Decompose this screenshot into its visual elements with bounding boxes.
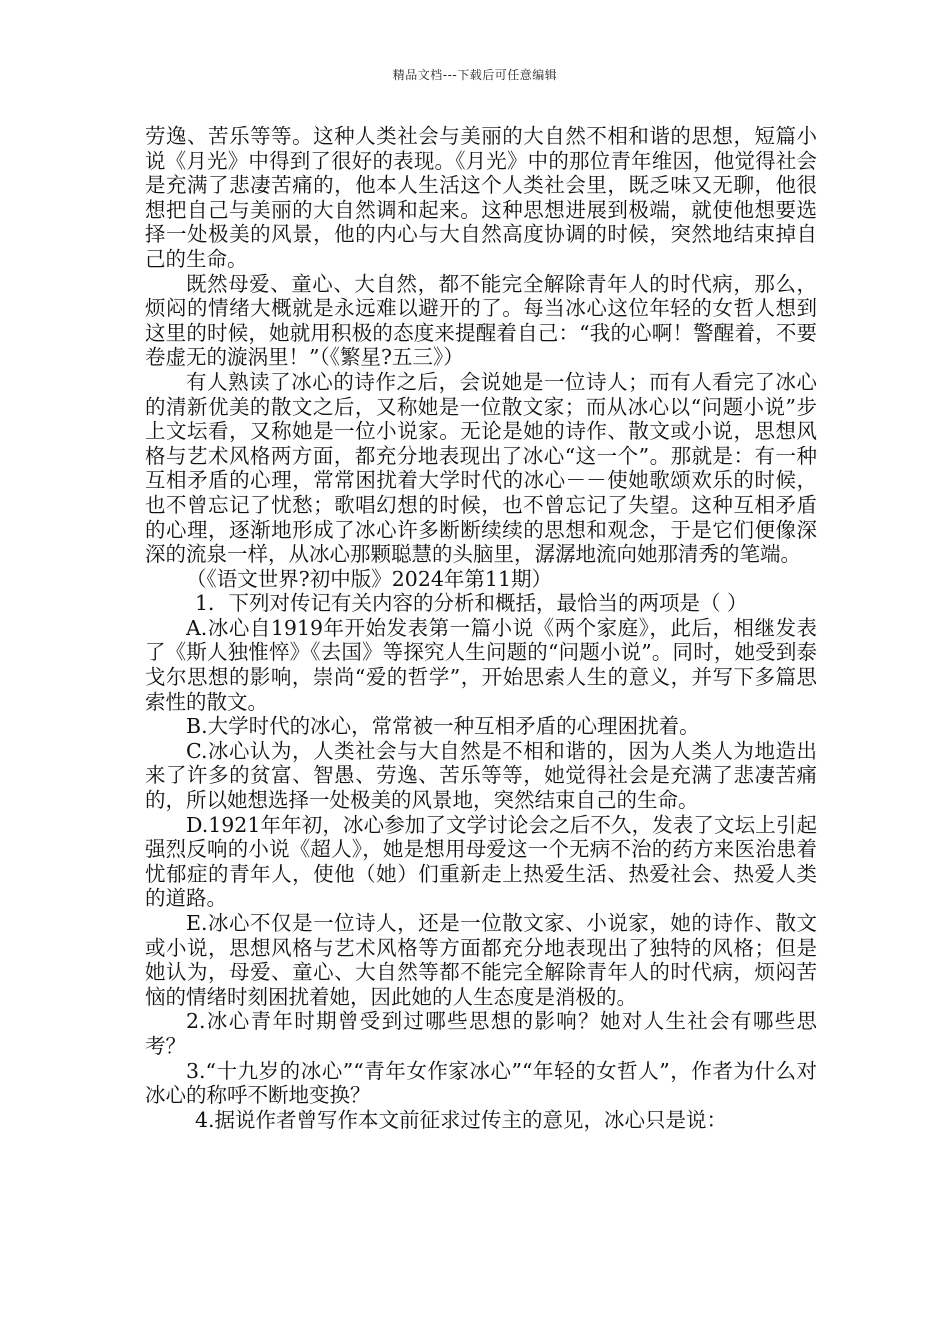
option-c: C.冰心认为，人类社会与大自然是不相和谐的，因为人类人为地造出来了许多的贫富、智愚、劳逸、苦乐等等，她觉得社会是充满了悲凄苦痛的，所以她想选择一处极美的风景地，突然结束自己的生命。 xyxy=(145,738,817,813)
option-a: A.冰心自1919年开始发表第一篇小说《两个家庭》，此后，相继发表了《斯人独惟悴》《去国》等探究人生问题的“问题小说”。同时，她受到泰戈尔思想的影响，崇尚“爱的哲学”，开始思索人生的意义，并写下多篇思索性的散文。 xyxy=(145,615,817,714)
question-4: 4.据说作者曾写作本文前征求过传主的意见，冰心只是说： xyxy=(195,1107,728,1132)
paragraph-contradictory-mind: 有人熟读了冰心的诗作之后，会说她是一位诗人；而有人看完了冰心的清新优美的散文之后，又称她是一位散文家；而从冰心以“问题小说”步上文坛看，又称她是一位小说家。无论是她的诗作、散文或小说，思想风格与艺术风格两方面，都充分地表现出了冰心“这一个”。那就是：有一种互相矛盾的心理，常常困扰着大学时代的冰心－－使她歌颂欢乐的时候，也不曾忘记了忧愁；歌唱幻想的时候，也不曾忘记了失望。这种互相矛盾的心理，逐渐地形成了冰心许多断断续续的思想和观念，于是它们便像深深的流泉一样，从冰心那颗聪慧的头脑里，潺潺地流向她那清秀的笔端。 xyxy=(145,369,817,567)
source-citation: （《语文世界?初中版》2024年第11期） xyxy=(186,566,552,591)
question-3: 3.“十九岁的冰心”“青年女作家冰心”“年轻的女哲人”，作者为什么对冰心的称呼不断地变换？ xyxy=(145,1058,817,1108)
option-b: B.大学时代的冰心，常常被一种互相矛盾的心理困扰着。 xyxy=(186,714,700,739)
page-header: 精品文档---下载后可任意编辑 xyxy=(392,68,558,82)
question-1: 1．下列对传记有关内容的分析和概括，最恰当的两项是（ ） xyxy=(195,591,748,616)
option-d: D.1921年年初，冰心参加了文学讨论会之后不久，发表了文坛上引起强烈反响的小说《超人》，她是想用母爱这一个无病不治的药方来医治患着忧郁症的青年人，使他（她）们重新走上热爱生活、热爱社会、热爱人类的道路。 xyxy=(145,812,817,911)
paragraph-youth-malaise: 既然母爱、童心、大自然，都不能完全解除青年人的时代病，那么，烦闷的情绪大概就是永远难以避开的了。每当冰心这位年轻的女哲人想到这里的时候，她就用积极的态度来提醒着自己：“我的心啊！警醒着，不要卷虚无的漩涡里！”（《繁星?五三》） xyxy=(145,271,817,370)
question-2: 2.冰心青年时期曾受到过哪些思想的影响？她对人生社会有哪些思考？ xyxy=(145,1009,817,1058)
option-e: E.冰心不仅是一位诗人，还是一位散文家、小说家，她的诗作、散文或小说，思想风格与艺术风格等方面都充分地表现出了独特的风格；但是她认为，母爱、童心、大自然等都不能完全解除青年人的时代病，烦闷苦恼的情绪时刻困扰着她，因此她的人生态度是消极的。 xyxy=(145,911,817,1009)
document-body xyxy=(145,124,817,1132)
paragraph-moonlight-continuation: 劳逸、苦乐等等。这种人类社会与美丽的大自然不相和谐的思想，短篇小说《月光》中得到了很好的表现。《月光》中的那位青年维因，他觉得社会是充满了悲凄苦痛的，他本人生活这个人类社会里，既乏味又无聊，他很想把自己与美丽的大自然调和起来。这种思想进展到极端，就使他想要选择一处极美的风景，他的内心与大自然高度协调的时候，突然地结束掉自己的生命。 xyxy=(145,124,817,271)
